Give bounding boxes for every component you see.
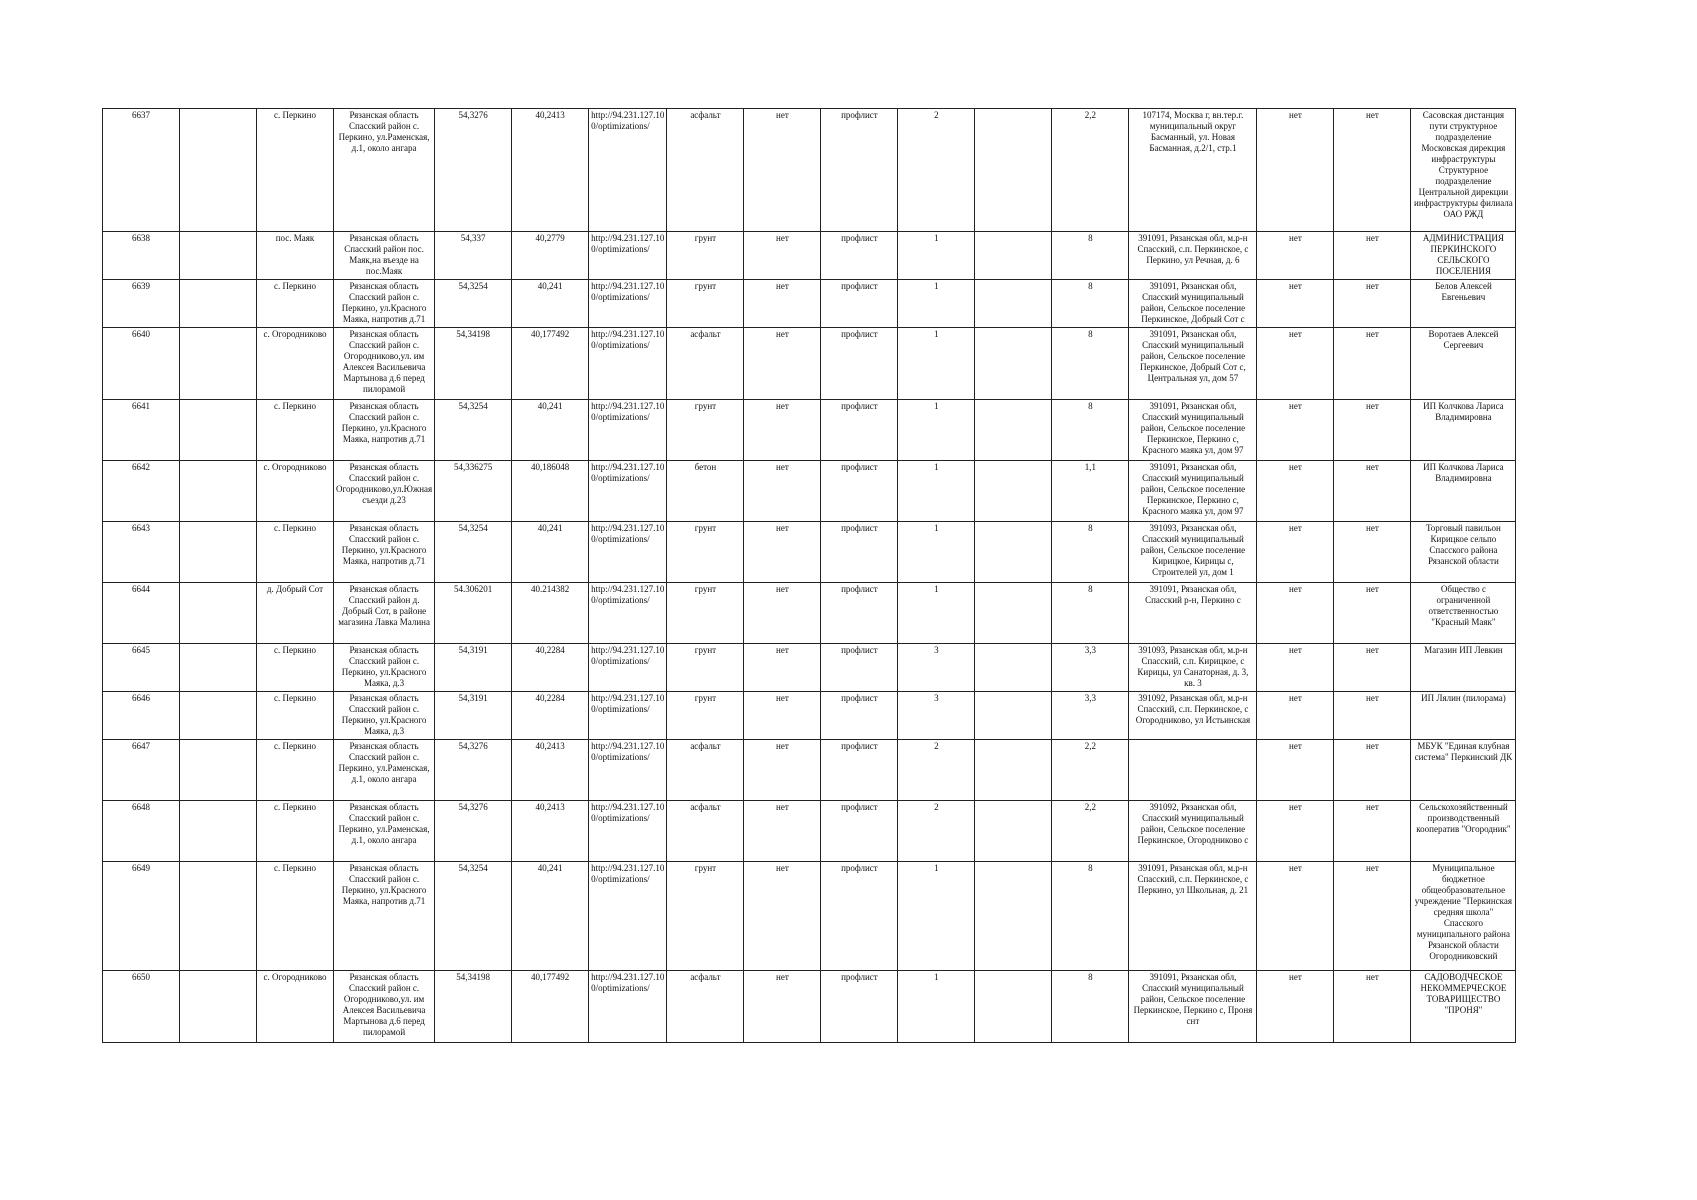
- fence-cell: нет: [744, 328, 821, 400]
- table-row: [103, 583, 1516, 644]
- locality-cell: с. Перкино: [257, 522, 334, 583]
- owner-address-cell: 391091, Рязанская обл, Спасский муниципальный район, Сельское поселение Перкинское, Перкино с, Проня снт: [1129, 971, 1257, 1043]
- link-cell: http://94.231.127.10 0/optimizations/: [589, 862, 667, 971]
- empty-col-cell: [975, 109, 1052, 232]
- cover-type-cell: профлист: [821, 328, 898, 400]
- flag-1-cell: нет: [1257, 862, 1334, 971]
- row-id-cell: 6645: [103, 644, 180, 692]
- container-count-cell: 1: [898, 522, 975, 583]
- latitude-cell: 54,3276: [435, 740, 512, 801]
- latitude-cell: 54,34198: [435, 971, 512, 1043]
- flag-2-cell: нет: [1334, 644, 1411, 692]
- volume-cell: 8: [1052, 400, 1129, 461]
- table-row: [103, 971, 1516, 1043]
- flag-2-cell: нет: [1334, 328, 1411, 400]
- empty-col-cell: [975, 740, 1052, 801]
- flag-2-cell: нет: [1334, 232, 1411, 280]
- volume-cell: 8: [1052, 280, 1129, 328]
- cover-type-cell: профлист: [821, 971, 898, 1043]
- link-cell: http://94.231.127.10 0/optimizations/: [589, 971, 667, 1043]
- owner-address-cell: [1129, 740, 1257, 801]
- longitude-cell: 40,177492: [512, 328, 589, 400]
- table-row: [103, 109, 1516, 232]
- table-body: [103, 109, 1516, 1043]
- latitude-cell: 54,34198: [435, 328, 512, 400]
- owner-name-cell: АДМИНИСТРАЦИЯ ПЕРКИНСКОГО СЕЛЬСКОГО ПОСЕЛЕНИЯ: [1411, 232, 1516, 280]
- row-id-cell: 6647: [103, 740, 180, 801]
- row-id-cell: 6646: [103, 692, 180, 740]
- address-cell: Рязанская область Спасский район с. Перкино, ул.Красного Маяка, напротив д.71: [334, 862, 435, 971]
- owner-name-cell: ИП Лялин (пилорама): [1411, 692, 1516, 740]
- fence-cell: нет: [744, 740, 821, 801]
- locality-cell: с. Перкино: [257, 280, 334, 328]
- fence-cell: нет: [744, 400, 821, 461]
- longitude-cell: 40,2284: [512, 692, 589, 740]
- table-row: [103, 232, 1516, 280]
- owner-address-cell: 107174, Москва г, вн.тер.г. муниципальный округ Басманный, ул. Новая Басманная, д.2/1, стр.1: [1129, 109, 1257, 232]
- table-row: [103, 400, 1516, 461]
- empty-col-cell: [180, 522, 257, 583]
- owner-name-cell: ИП Колчкова Лариса Владимировна: [1411, 461, 1516, 522]
- owner-address-cell: 391093, Рязанская обл, Спасский муниципальный район, Сельское поселение Кирицкое, Кирицы с, Строителей ул, дом 1: [1129, 522, 1257, 583]
- owner-address-cell: 391091, Рязанская обл, м.р-н Спасский, с.п. Перкинское, с Перкино, ул Речная, д. 6: [1129, 232, 1257, 280]
- empty-col-cell: [975, 400, 1052, 461]
- flag-2-cell: нет: [1334, 522, 1411, 583]
- container-count-cell: 2: [898, 740, 975, 801]
- table-row: [103, 740, 1516, 801]
- address-cell: Рязанская область Спасский район с. Перкино, ул.Красного Маяка, д.3: [334, 644, 435, 692]
- volume-cell: 8: [1052, 522, 1129, 583]
- volume-cell: 8: [1052, 971, 1129, 1043]
- cover-type-cell: профлист: [821, 740, 898, 801]
- cover-type-cell: профлист: [821, 400, 898, 461]
- link-cell: http://94.231.127.10 0/optimizations/: [589, 692, 667, 740]
- flag-2-cell: нет: [1334, 862, 1411, 971]
- row-id-cell: 6641: [103, 400, 180, 461]
- address-cell: Рязанская область Спасский район с. Перкино, ул.Раменская, д.1, около ангара: [334, 801, 435, 862]
- flag-2-cell: нет: [1334, 740, 1411, 801]
- address-cell: Рязанская область Спасский район с. Огородниково,ул.Южная съезди д.23: [334, 461, 435, 522]
- flag-2-cell: нет: [1334, 801, 1411, 862]
- longitude-cell: 40.214382: [512, 583, 589, 644]
- cover-type-cell: профлист: [821, 583, 898, 644]
- row-id-cell: 6643: [103, 522, 180, 583]
- fence-cell: нет: [744, 232, 821, 280]
- empty-col-cell: [975, 522, 1052, 583]
- longitude-cell: 40,186048: [512, 461, 589, 522]
- fence-cell: нет: [744, 461, 821, 522]
- locality-cell: с. Огородниково: [257, 971, 334, 1043]
- empty-col-cell: [975, 461, 1052, 522]
- table-row: [103, 328, 1516, 400]
- surface-type-cell: грунт: [667, 862, 744, 971]
- surface-type-cell: грунт: [667, 583, 744, 644]
- address-cell: Рязанская область Спасский район с. Огородниково,ул. им Алексея Васильевича Мартынова д.6 перед пилорамой: [334, 971, 435, 1043]
- data-table: [102, 108, 1516, 1043]
- link-cell: http://94.231.127.10 0/optimizations/: [589, 522, 667, 583]
- fence-cell: нет: [744, 280, 821, 328]
- flag-1-cell: нет: [1257, 280, 1334, 328]
- locality-cell: д. Добрый Сот: [257, 583, 334, 644]
- row-id-cell: 6639: [103, 280, 180, 328]
- volume-cell: 8: [1052, 583, 1129, 644]
- latitude-cell: 54,3254: [435, 280, 512, 328]
- latitude-cell: 54,3254: [435, 400, 512, 461]
- latitude-cell: 54,3254: [435, 862, 512, 971]
- volume-cell: 8: [1052, 232, 1129, 280]
- surface-type-cell: асфальт: [667, 740, 744, 801]
- cover-type-cell: профлист: [821, 692, 898, 740]
- empty-col-cell: [975, 232, 1052, 280]
- volume-cell: 8: [1052, 862, 1129, 971]
- link-cell: http://94.231.127.10 0/optimizations/: [589, 801, 667, 862]
- surface-type-cell: грунт: [667, 232, 744, 280]
- locality-cell: с. Перкино: [257, 801, 334, 862]
- flag-2-cell: нет: [1334, 461, 1411, 522]
- longitude-cell: 40,241: [512, 400, 589, 461]
- latitude-cell: 54,3191: [435, 644, 512, 692]
- fence-cell: нет: [744, 644, 821, 692]
- empty-col-cell: [180, 400, 257, 461]
- locality-cell: с. Огородниково: [257, 461, 334, 522]
- table-row: [103, 522, 1516, 583]
- row-id-cell: 6648: [103, 801, 180, 862]
- flag-1-cell: нет: [1257, 522, 1334, 583]
- locality-cell: с. Огородниково: [257, 328, 334, 400]
- volume-cell: 3,3: [1052, 692, 1129, 740]
- owner-name-cell: Белов Алексей Евгеньевич: [1411, 280, 1516, 328]
- flag-1-cell: нет: [1257, 328, 1334, 400]
- cover-type-cell: профлист: [821, 801, 898, 862]
- container-count-cell: 3: [898, 692, 975, 740]
- empty-col-cell: [180, 692, 257, 740]
- surface-type-cell: грунт: [667, 280, 744, 328]
- cover-type-cell: профлист: [821, 644, 898, 692]
- link-cell: http://94.231.127.10 0/optimizations/: [589, 232, 667, 280]
- fence-cell: нет: [744, 971, 821, 1043]
- locality-cell: с. Перкино: [257, 644, 334, 692]
- owner-name-cell: Муниципальное бюджетное общеобразовательное учреждение "Перкинская средняя школа" Спасского муниципального района Рязанской области Огородниковский: [1411, 862, 1516, 971]
- owner-address-cell: 391091, Рязанская обл, Спасский муниципальный район, Сельское поселение Перкинское, Перкино с, Красного маяка ул, дом 97: [1129, 400, 1257, 461]
- owner-name-cell: Сельскохозяйственный производственный кооператив "Огородник": [1411, 801, 1516, 862]
- owner-name-cell: Общество с ограниченной ответственностью "Красный Маяк": [1411, 583, 1516, 644]
- surface-type-cell: грунт: [667, 644, 744, 692]
- surface-type-cell: асфальт: [667, 328, 744, 400]
- volume-cell: 3,3: [1052, 644, 1129, 692]
- empty-col-cell: [975, 862, 1052, 971]
- empty-col-cell: [975, 328, 1052, 400]
- owner-address-cell: 391093, Рязанская обл, м.р-н Спасский, с.п. Кирицкое, с Кирицы, ул Санаторная, д. 3, кв. 3: [1129, 644, 1257, 692]
- longitude-cell: 40,2284: [512, 644, 589, 692]
- empty-col-cell: [180, 971, 257, 1043]
- fence-cell: нет: [744, 862, 821, 971]
- cover-type-cell: профлист: [821, 280, 898, 328]
- owner-address-cell: 391091, Рязанская обл, Спасский муниципальный район, Сельское поселение Перкинское, Перкино с, Красного маяка ул, дом 97: [1129, 461, 1257, 522]
- empty-col-cell: [180, 801, 257, 862]
- empty-col-cell: [180, 109, 257, 232]
- fence-cell: нет: [744, 109, 821, 232]
- address-cell: Рязанская область Спасский район с. Огородниково,ул. им Алексея Васильевича Мартынова д.6 перед пилорамой: [334, 328, 435, 400]
- row-id-cell: 6650: [103, 971, 180, 1043]
- surface-type-cell: бетон: [667, 461, 744, 522]
- address-cell: Рязанская область Спасский район д. Добрый Сот, в районе магазина Лавка Малина: [334, 583, 435, 644]
- surface-type-cell: асфальт: [667, 971, 744, 1043]
- fence-cell: нет: [744, 801, 821, 862]
- surface-type-cell: асфальт: [667, 801, 744, 862]
- empty-col-cell: [975, 971, 1052, 1043]
- address-cell: Рязанская область Спасский район с. Перкино, ул.Красного Маяка, напротив д.71: [334, 400, 435, 461]
- table-row: [103, 461, 1516, 522]
- longitude-cell: 40,2779: [512, 232, 589, 280]
- address-cell: Рязанская область Спасский район с. Перкино, ул.Красного Маяка, напротив д.71: [334, 280, 435, 328]
- cover-type-cell: профлист: [821, 862, 898, 971]
- link-cell: http://94.231.127.10 0/optimizations/: [589, 328, 667, 400]
- fence-cell: нет: [744, 522, 821, 583]
- address-cell: Рязанская область Спасский район пос. Маяк,на въезде на пос.Маяк: [334, 232, 435, 280]
- fence-cell: нет: [744, 583, 821, 644]
- latitude-cell: 54,3191: [435, 692, 512, 740]
- surface-type-cell: грунт: [667, 522, 744, 583]
- link-cell: http://94.231.127.10 0/optimizations/: [589, 280, 667, 328]
- flag-1-cell: нет: [1257, 801, 1334, 862]
- flag-2-cell: нет: [1334, 583, 1411, 644]
- locality-cell: с. Перкино: [257, 862, 334, 971]
- flag-1-cell: нет: [1257, 692, 1334, 740]
- row-id-cell: 6649: [103, 862, 180, 971]
- container-count-cell: 1: [898, 971, 975, 1043]
- locality-cell: пос. Маяк: [257, 232, 334, 280]
- owner-address-cell: 391092, Рязанская обл, м.р-н Спасский, с.п. Перкинское, с Огородниково, ул Истьинская: [1129, 692, 1257, 740]
- table-row: [103, 801, 1516, 862]
- surface-type-cell: грунт: [667, 692, 744, 740]
- surface-type-cell: асфальт: [667, 109, 744, 232]
- latitude-cell: 54,337: [435, 232, 512, 280]
- latitude-cell: 54,3276: [435, 801, 512, 862]
- empty-col-cell: [180, 328, 257, 400]
- container-count-cell: 1: [898, 583, 975, 644]
- longitude-cell: 40,2413: [512, 109, 589, 232]
- volume-cell: 2,2: [1052, 801, 1129, 862]
- owner-address-cell: 391092, Рязанская обл, Спасский муниципальный район, Сельское поселение Перкинское, Огородниково с: [1129, 801, 1257, 862]
- longitude-cell: 40,177492: [512, 971, 589, 1043]
- container-count-cell: 1: [898, 400, 975, 461]
- link-cell: http://94.231.127.10 0/optimizations/: [589, 583, 667, 644]
- locality-cell: с. Перкино: [257, 400, 334, 461]
- owner-name-cell: Торговый павильон Кирицкое сельпо Спасского района Рязанской области: [1411, 522, 1516, 583]
- flag-2-cell: нет: [1334, 400, 1411, 461]
- table-row: [103, 280, 1516, 328]
- empty-col-cell: [180, 232, 257, 280]
- link-cell: http://94.231.127.10 0/optimizations/: [589, 109, 667, 232]
- longitude-cell: 40,241: [512, 280, 589, 328]
- empty-col-cell: [975, 583, 1052, 644]
- volume-cell: 8: [1052, 328, 1129, 400]
- link-cell: http://94.231.127.10 0/optimizations/: [589, 461, 667, 522]
- fence-cell: нет: [744, 692, 821, 740]
- empty-col-cell: [180, 461, 257, 522]
- cover-type-cell: профлист: [821, 232, 898, 280]
- surface-type-cell: грунт: [667, 400, 744, 461]
- latitude-cell: 54,336275: [435, 461, 512, 522]
- cover-type-cell: профлист: [821, 109, 898, 232]
- volume-cell: 2,2: [1052, 109, 1129, 232]
- table-row: [103, 644, 1516, 692]
- owner-name-cell: ИП Колчкова Лариса Владимировна: [1411, 400, 1516, 461]
- owner-name-cell: Сасовская дистанция пути структурное подразделение Московская дирекция инфраструктуры Структурное подразделение Центральной дирекции инфраструктуры филиала ОАО РЖД: [1411, 109, 1516, 232]
- address-cell: Рязанская область Спасский район с. Перкино, ул.Красного Маяка, напротив д.71: [334, 522, 435, 583]
- flag-2-cell: нет: [1334, 971, 1411, 1043]
- flag-2-cell: нет: [1334, 692, 1411, 740]
- latitude-cell: 54.306201: [435, 583, 512, 644]
- empty-col-cell: [180, 583, 257, 644]
- cover-type-cell: профлист: [821, 522, 898, 583]
- table-row: [103, 692, 1516, 740]
- cover-type-cell: профлист: [821, 461, 898, 522]
- table-row: [103, 862, 1516, 971]
- longitude-cell: 40,241: [512, 862, 589, 971]
- empty-col-cell: [180, 280, 257, 328]
- address-cell: Рязанская область Спасский район с. Перкино, ул.Раменская, д.1, около ангара: [334, 109, 435, 232]
- owner-name-cell: МБУК "Единая клубная система" Перкинский ДК: [1411, 740, 1516, 801]
- owner-address-cell: 391091, Рязанская обл, м.р-н Спасский, с.п. Перкинское, с Перкино, ул Школьная, д. 21: [1129, 862, 1257, 971]
- volume-cell: 2,2: [1052, 740, 1129, 801]
- flag-2-cell: нет: [1334, 109, 1411, 232]
- locality-cell: с. Перкино: [257, 740, 334, 801]
- locality-cell: с. Перкино: [257, 692, 334, 740]
- empty-col-cell: [975, 280, 1052, 328]
- empty-col-cell: [180, 740, 257, 801]
- container-count-cell: 1: [898, 232, 975, 280]
- container-count-cell: 2: [898, 801, 975, 862]
- flag-1-cell: нет: [1257, 400, 1334, 461]
- locality-cell: с. Перкино: [257, 109, 334, 232]
- container-count-cell: 3: [898, 644, 975, 692]
- flag-1-cell: нет: [1257, 583, 1334, 644]
- row-id-cell: 6637: [103, 109, 180, 232]
- link-cell: http://94.231.127.10 0/optimizations/: [589, 644, 667, 692]
- owner-name-cell: САДОВОДЧЕСКОЕ НЕКОММЕРЧЕСКОЕ ТОВАРИЩЕСТВО "ПРОНЯ": [1411, 971, 1516, 1043]
- owner-address-cell: 391091, Рязанская обл, Спасский муниципальный район, Сельское поселение Перкинское, Добрый Сот с: [1129, 280, 1257, 328]
- longitude-cell: 40,241: [512, 522, 589, 583]
- container-count-cell: 1: [898, 280, 975, 328]
- link-cell: http://94.231.127.10 0/optimizations/: [589, 400, 667, 461]
- row-id-cell: 6638: [103, 232, 180, 280]
- latitude-cell: 54,3276: [435, 109, 512, 232]
- owner-name-cell: Магазин ИП Левкин: [1411, 644, 1516, 692]
- longitude-cell: 40,2413: [512, 801, 589, 862]
- empty-col-cell: [975, 801, 1052, 862]
- owner-address-cell: 391091, Рязанская обл, Спасский муниципальный район, Сельское поселение Перкинское, Добрый Сот с, Центральная ул, дом 57: [1129, 328, 1257, 400]
- owner-address-cell: 391091, Рязанская обл, Спасский р-н, Перкино с: [1129, 583, 1257, 644]
- flag-1-cell: нет: [1257, 461, 1334, 522]
- container-count-cell: 1: [898, 328, 975, 400]
- owner-name-cell: Воротаев Алексей Сергеевич: [1411, 328, 1516, 400]
- row-id-cell: 6642: [103, 461, 180, 522]
- container-count-cell: 2: [898, 109, 975, 232]
- flag-1-cell: нет: [1257, 232, 1334, 280]
- container-count-cell: 1: [898, 862, 975, 971]
- link-cell: http://94.231.127.10 0/optimizations/: [589, 740, 667, 801]
- empty-col-cell: [975, 692, 1052, 740]
- volume-cell: 1,1: [1052, 461, 1129, 522]
- row-id-cell: 6640: [103, 328, 180, 400]
- latitude-cell: 54,3254: [435, 522, 512, 583]
- longitude-cell: 40,2413: [512, 740, 589, 801]
- address-cell: Рязанская область Спасский район с. Перкино, ул.Красного Маяка, д.3: [334, 692, 435, 740]
- flag-1-cell: нет: [1257, 740, 1334, 801]
- flag-1-cell: нет: [1257, 971, 1334, 1043]
- address-cell: Рязанская область Спасский район с. Перкино, ул.Раменская, д.1, около ангара: [334, 740, 435, 801]
- container-count-cell: 1: [898, 461, 975, 522]
- empty-col-cell: [975, 644, 1052, 692]
- flag-2-cell: нет: [1334, 280, 1411, 328]
- flag-1-cell: нет: [1257, 644, 1334, 692]
- row-id-cell: 6644: [103, 583, 180, 644]
- empty-col-cell: [180, 644, 257, 692]
- empty-col-cell: [180, 862, 257, 971]
- flag-1-cell: нет: [1257, 109, 1334, 232]
